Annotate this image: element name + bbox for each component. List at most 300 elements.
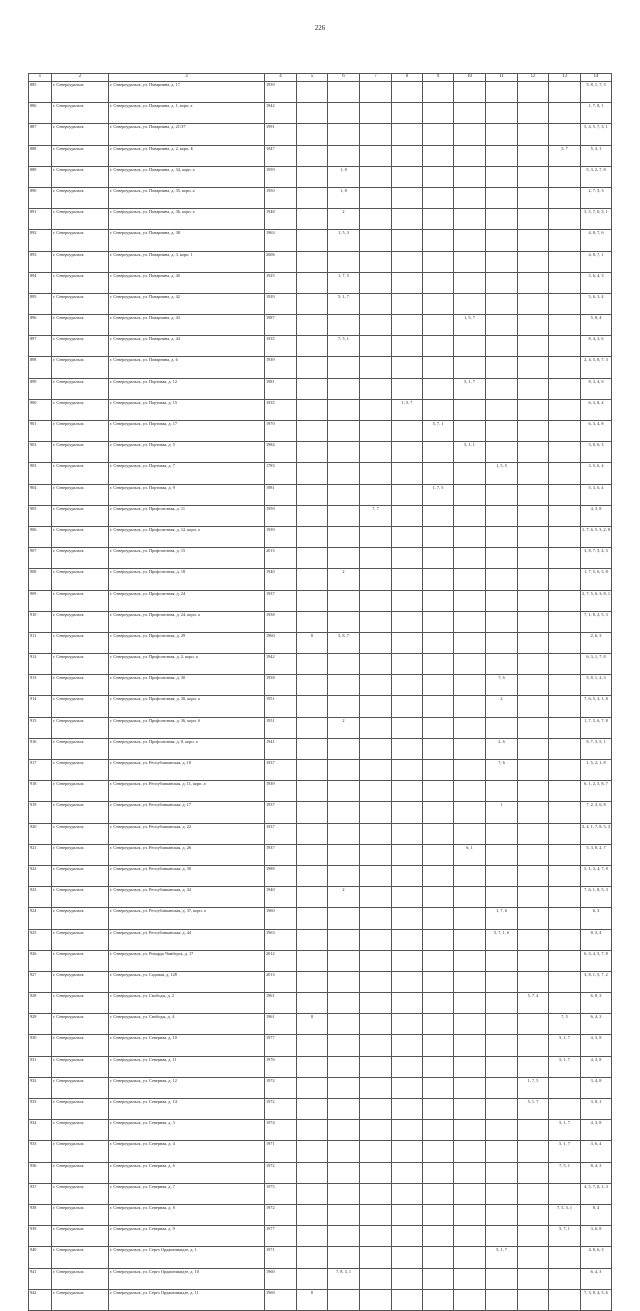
col5-cell <box>297 463 328 484</box>
city-cell: г. Североуральск <box>52 717 109 738</box>
col14-cell: 3, 6, 8 <box>581 1226 612 1247</box>
col14-cell: 4, 3, 8 <box>581 1035 612 1056</box>
col5-cell <box>297 166 328 187</box>
col12-cell <box>518 611 549 632</box>
col13-cell <box>549 865 581 886</box>
col11-cell <box>486 844 518 865</box>
column-header: 7 <box>360 74 392 82</box>
col10-cell <box>454 993 486 1014</box>
col12-cell <box>518 378 549 399</box>
city-cell: г. Североуральск <box>52 1268 109 1289</box>
city-cell: г. Североуральск <box>52 1014 109 1035</box>
col13-cell <box>549 611 581 632</box>
table-row <box>29 1226 612 1247</box>
col13-cell <box>549 357 581 378</box>
col10-cell <box>454 1141 486 1162</box>
col14-cell: 5, 3, 2, 7, 8 <box>581 166 612 187</box>
table-row <box>29 463 612 484</box>
col14-cell: 4, 3, 8 <box>581 505 612 526</box>
col10-cell <box>454 526 486 547</box>
address-cell: г. Североуральск, ул. Поварнина, д. 42 <box>109 293 265 314</box>
year-cell: 1937 <box>265 802 297 823</box>
table-row <box>29 865 612 886</box>
table-row <box>29 484 612 505</box>
col10-cell <box>454 463 486 484</box>
col11-cell <box>486 548 518 569</box>
col13-cell <box>549 738 581 759</box>
city-cell: г. Североуральск <box>52 505 109 526</box>
year-cell: 1972 <box>265 1162 297 1183</box>
col7-cell <box>360 187 392 208</box>
address-cell: г. Североуральск, ул. Поварнина, д. 34, корп. а <box>109 166 265 187</box>
col5-cell <box>297 103 328 124</box>
col6-cell <box>328 675 360 696</box>
col8-cell <box>392 823 423 844</box>
col13-cell <box>549 548 581 569</box>
col13-cell <box>549 484 581 505</box>
col14-cell: 5, 8, 1, 7, 3 <box>581 82 612 103</box>
col7-cell <box>360 908 392 929</box>
col8-cell <box>392 378 423 399</box>
address-cell: г. Североуральск, ул. Северная, д. 7 <box>109 1183 265 1204</box>
col9-cell <box>423 1183 454 1204</box>
col6-cell <box>328 950 360 971</box>
column-header: 11 <box>486 74 518 82</box>
address-cell: г. Североуральск, ул. Профсоюзная, д. 24, корп. а <box>109 611 265 632</box>
col11-cell <box>486 632 518 653</box>
col6-cell <box>328 378 360 399</box>
col14-cell: 1, 7, 6, 5, 3, 2, 8 <box>581 526 612 547</box>
year-cell: 1975 <box>265 1183 297 1204</box>
row-number-cell: 920 <box>29 823 52 844</box>
col11-cell <box>486 124 518 145</box>
col9-cell <box>423 272 454 293</box>
col11-cell: 1 <box>486 802 518 823</box>
col6-cell <box>328 505 360 526</box>
col8-cell <box>392 696 423 717</box>
col6-cell <box>328 1289 360 1310</box>
col9-cell <box>423 611 454 632</box>
col5-cell <box>297 209 328 230</box>
col9-cell <box>423 971 454 992</box>
address-cell: г. Североуральск, ул. Республиканская, д. 34 <box>109 887 265 908</box>
col7-cell <box>360 463 392 484</box>
col9-cell: 5, 7, 1 <box>423 421 454 442</box>
row-number-cell: 931 <box>29 1056 52 1077</box>
city-cell: г. Североуральск <box>52 696 109 717</box>
city-cell: г. Североуральск <box>52 463 109 484</box>
address-cell: г. Североуральск, ул. Поварнина, д. 44 <box>109 336 265 357</box>
col6-cell <box>328 611 360 632</box>
table-row <box>29 1247 612 1268</box>
city-cell: г. Североуральск <box>52 1099 109 1120</box>
address-cell: г. Североуральск, ул. Республиканская, д. 22 <box>109 823 265 844</box>
col13-cell <box>549 230 581 251</box>
col9-cell <box>423 1162 454 1183</box>
col9-cell <box>423 993 454 1014</box>
col12-cell <box>518 1141 549 1162</box>
col12-cell <box>518 548 549 569</box>
year-cell: 1937 <box>265 844 297 865</box>
col7-cell <box>360 865 392 886</box>
col11-cell <box>486 166 518 187</box>
col14-cell: 6, 3, 4, 8 <box>581 421 612 442</box>
col14-cell: 4, 8, 7, 6 <box>581 230 612 251</box>
col7-cell <box>360 781 392 802</box>
address-cell: г. Североуральск, ул. Свободы, д. 4 <box>109 1014 265 1035</box>
col11-cell <box>486 505 518 526</box>
col10-cell <box>454 187 486 208</box>
column-header: 6 <box>328 74 360 82</box>
col11-cell <box>486 865 518 886</box>
col8-cell <box>392 632 423 653</box>
table-row <box>29 611 612 632</box>
city-cell: г. Североуральск <box>52 1035 109 1056</box>
col11-cell <box>486 230 518 251</box>
col7-cell <box>360 378 392 399</box>
col8-cell <box>392 421 423 442</box>
address-cell: г. Североуральск, ул. Профсоюзная, д. 30 <box>109 675 265 696</box>
address-cell: г. Североуральск, ул. Портовая, д. 17 <box>109 421 265 442</box>
col10-cell <box>454 421 486 442</box>
col6-cell <box>328 1014 360 1035</box>
year-cell: 2006 <box>265 251 297 272</box>
col13-cell <box>549 1268 581 1289</box>
table-row <box>29 1035 612 1056</box>
table-row <box>29 1183 612 1204</box>
col6-cell <box>328 1077 360 1098</box>
col6-cell: 1, 8 <box>328 187 360 208</box>
col8-cell <box>392 1183 423 1204</box>
row-number-cell: 895 <box>29 293 52 314</box>
col8-cell <box>392 1268 423 1289</box>
col7-cell <box>360 442 392 463</box>
year-cell: 1935 <box>265 399 297 420</box>
col9-cell <box>423 1204 454 1225</box>
col5-cell <box>297 950 328 971</box>
col6-cell <box>328 399 360 420</box>
row-number-cell: 916 <box>29 738 52 759</box>
col6-cell: 2 <box>328 887 360 908</box>
table-row <box>29 1204 612 1225</box>
col6-cell <box>328 1204 360 1225</box>
col13-cell <box>549 632 581 653</box>
col13-cell: 7, 5, 1 <box>549 1162 581 1183</box>
col14-cell: 5, 3, 8, 2, 7 <box>581 844 612 865</box>
col7-cell <box>360 950 392 971</box>
address-cell: г. Североуральск, ул. Портовая, д. 12 <box>109 378 265 399</box>
col9-cell <box>423 1056 454 1077</box>
table-row <box>29 1077 612 1098</box>
col5-cell <box>297 336 328 357</box>
col9-cell <box>423 526 454 547</box>
col12-cell <box>518 908 549 929</box>
col13-cell <box>549 421 581 442</box>
address-cell: г. Североуральск, ул. Северная, д. 14 <box>109 1099 265 1120</box>
column-header: 1 <box>29 74 52 82</box>
year-cell: 1939 <box>265 293 297 314</box>
col11-cell <box>486 569 518 590</box>
address-cell: г. Североуральск, ул. Северная, д. 3 <box>109 1120 265 1141</box>
year-cell: 1947 <box>265 145 297 166</box>
col11-cell <box>486 209 518 230</box>
col7-cell <box>360 1077 392 1098</box>
col5-cell <box>297 526 328 547</box>
col11-cell: 5, 7, 1, 6 <box>486 929 518 950</box>
col8-cell <box>392 993 423 1014</box>
col6-cell: 5, 1, 7 <box>328 293 360 314</box>
col12-cell <box>518 421 549 442</box>
col7-cell <box>360 103 392 124</box>
col14-cell: 3, 8, 7, 5, 4, 3 <box>581 548 612 569</box>
year-cell: 1939 <box>265 357 297 378</box>
col12-cell <box>518 760 549 781</box>
col10-cell <box>454 336 486 357</box>
col9-cell <box>423 293 454 314</box>
col6-cell <box>328 908 360 929</box>
col10-cell <box>454 1077 486 1098</box>
col5-cell <box>297 1120 328 1141</box>
col9-cell <box>423 442 454 463</box>
row-number-cell: 891 <box>29 209 52 230</box>
col7-cell <box>360 1035 392 1056</box>
col12-cell <box>518 1204 549 1225</box>
city-cell: г. Североуральск <box>52 145 109 166</box>
address-cell: г. Североуральск, ул. Профсоюзная, д. 11 <box>109 505 265 526</box>
col12-cell <box>518 675 549 696</box>
row-number-cell: 896 <box>29 315 52 336</box>
row-number-cell: 933 <box>29 1099 52 1120</box>
col6-cell <box>328 823 360 844</box>
col10-cell: 6, 1 <box>454 844 486 865</box>
col13-cell <box>549 950 581 971</box>
col9-cell <box>423 865 454 886</box>
year-cell: 1950 <box>265 187 297 208</box>
col10-cell <box>454 971 486 992</box>
row-number-cell: 913 <box>29 675 52 696</box>
col12-cell <box>518 505 549 526</box>
table-row <box>29 760 612 781</box>
table-row <box>29 548 612 569</box>
address-cell: г. Североуральск, ул. Поварнина, д. 36, корп. а <box>109 209 265 230</box>
col14-cell: 5, 3, 6, 4 <box>581 484 612 505</box>
col5-cell <box>297 1204 328 1225</box>
address-cell: г. Североуральск, ул. Поварнина, д. 3, корп. 1 <box>109 251 265 272</box>
col14-cell: 6, 4, 3 <box>581 1268 612 1289</box>
col7-cell <box>360 717 392 738</box>
col14-cell: 2, 7, 5, 3 <box>581 187 612 208</box>
col5-cell <box>297 315 328 336</box>
col11-cell <box>486 1268 518 1289</box>
col8-cell <box>392 251 423 272</box>
city-cell: г. Североуральск <box>52 82 109 103</box>
col5-cell <box>297 293 328 314</box>
year-cell: 1970 <box>265 421 297 442</box>
col13-cell: 5, 7, 1 <box>549 1226 581 1247</box>
address-cell: г. Североуральск, ул. Профсоюзная, д. 24 <box>109 590 265 611</box>
col5-cell <box>297 738 328 759</box>
col14-cell: 6, 4, 3 <box>581 1014 612 1035</box>
col11-cell <box>486 526 518 547</box>
col13-cell <box>549 929 581 950</box>
year-cell: 1963 <box>265 230 297 251</box>
row-number-cell: 889 <box>29 166 52 187</box>
table-row <box>29 590 612 611</box>
col10-cell: 1, 5, 7 <box>454 315 486 336</box>
col11-cell: 1, 5, 5 <box>486 463 518 484</box>
row-number-cell: 906 <box>29 526 52 547</box>
row-number-cell: 942 <box>29 1289 52 1310</box>
col14-cell: 4, 8, 7, 1 <box>581 251 612 272</box>
row-number-cell: 937 <box>29 1183 52 1204</box>
table-row <box>29 82 612 103</box>
table-row <box>29 675 612 696</box>
row-number-cell: 902 <box>29 442 52 463</box>
col7-cell <box>360 993 392 1014</box>
col11-cell: 2 <box>486 696 518 717</box>
col7-cell <box>360 696 392 717</box>
col14-cell: 8, 3, 4 <box>581 929 612 950</box>
col7-cell <box>360 357 392 378</box>
col10-cell <box>454 1120 486 1141</box>
col11-cell <box>486 82 518 103</box>
col8-cell <box>392 145 423 166</box>
col8-cell <box>392 675 423 696</box>
city-cell: г. Североуральск <box>52 293 109 314</box>
year-cell: 1963 <box>265 929 297 950</box>
col12-cell <box>518 484 549 505</box>
col8-cell <box>392 781 423 802</box>
col9-cell <box>423 315 454 336</box>
col5-cell <box>297 82 328 103</box>
col6-cell <box>328 1247 360 1268</box>
col14-cell: 6, 3, 4, 5, 7, 8 <box>581 950 612 971</box>
col8-cell <box>392 505 423 526</box>
col8-cell <box>392 590 423 611</box>
city-cell: г. Североуральск <box>52 971 109 992</box>
col7-cell <box>360 654 392 675</box>
city-cell: г. Североуральск <box>52 823 109 844</box>
col6-cell <box>328 802 360 823</box>
table-row <box>29 1162 612 1183</box>
col9-cell <box>423 590 454 611</box>
col13-cell <box>549 1289 581 1310</box>
row-number-cell: 940 <box>29 1247 52 1268</box>
col12-cell <box>518 187 549 208</box>
address-cell: г. Североуральск, ул. Поварнина, д. 21/37 <box>109 124 265 145</box>
col5-cell <box>297 124 328 145</box>
year-cell: 1938 <box>265 611 297 632</box>
col10-cell <box>454 484 486 505</box>
col6-cell: 7, 8, 3, 1 <box>328 1268 360 1289</box>
col10-cell <box>454 590 486 611</box>
column-header: 12 <box>518 74 549 82</box>
address-cell: г. Североуральск, ул. Портовая, д. 5 <box>109 442 265 463</box>
col10-cell <box>454 1162 486 1183</box>
row-number-cell: 941 <box>29 1268 52 1289</box>
col11-cell: 7, 6 <box>486 760 518 781</box>
col12-cell <box>518 1035 549 1056</box>
year-cell: 1951 <box>265 717 297 738</box>
col7-cell <box>360 632 392 653</box>
col7-cell <box>360 590 392 611</box>
col13-cell <box>549 82 581 103</box>
col11-cell <box>486 1289 518 1310</box>
year-cell: 1939 <box>265 781 297 802</box>
col13-cell: 7, 5, 3, 1 <box>549 1204 581 1225</box>
col8-cell <box>392 1077 423 1098</box>
col7-cell <box>360 1183 392 1204</box>
col9-cell <box>423 717 454 738</box>
col5-cell <box>297 1099 328 1120</box>
col10-cell <box>454 505 486 526</box>
col14-cell: 4, 8, 6, 3 <box>581 1247 612 1268</box>
col11-cell <box>486 717 518 738</box>
col10-cell <box>454 802 486 823</box>
address-cell: г. Североуральск, ул. Северная, д. 8 <box>109 1204 265 1225</box>
col14-cell: 5, 1, 3, 4, 7, 8 <box>581 865 612 886</box>
address-cell: г. Североуральск, ул. Республиканская, д. 30 <box>109 865 265 886</box>
col10-cell <box>454 1247 486 1268</box>
address-cell: г. Североуральск, ул. Профсоюзная, д. 8, корп. а <box>109 738 265 759</box>
col6-cell <box>328 526 360 547</box>
col11-cell <box>486 1226 518 1247</box>
col5-cell <box>297 230 328 251</box>
col14-cell: 5, 6, 4, 3 <box>581 272 612 293</box>
col9-cell <box>423 336 454 357</box>
row-number-cell: 918 <box>29 781 52 802</box>
col11-cell <box>486 187 518 208</box>
col7-cell <box>360 738 392 759</box>
city-cell: г. Североуральск <box>52 421 109 442</box>
col5-cell <box>297 1268 328 1289</box>
col11-cell <box>486 272 518 293</box>
col10-cell <box>454 230 486 251</box>
col11-cell <box>486 442 518 463</box>
table-row <box>29 823 612 844</box>
city-cell: г. Североуральск <box>52 590 109 611</box>
address-cell: г. Североуральск, ул. Поварнина, д. 43 <box>109 315 265 336</box>
year-cell: 1981 <box>265 484 297 505</box>
address-cell: г. Североуральск, ул. Республиканская, д. 44 <box>109 929 265 950</box>
row-number-cell: 892 <box>29 230 52 251</box>
table-row <box>29 124 612 145</box>
col5-cell <box>297 378 328 399</box>
col10-cell <box>454 1099 486 1120</box>
col5-cell <box>297 145 328 166</box>
table-row <box>29 378 612 399</box>
row-number-cell: 885 <box>29 82 52 103</box>
col10-cell <box>454 738 486 759</box>
table-row <box>29 272 612 293</box>
col9-cell <box>423 632 454 653</box>
col5-cell <box>297 1077 328 1098</box>
col12-cell <box>518 1226 549 1247</box>
col6-cell <box>328 251 360 272</box>
col13-cell: 5, 1, 7 <box>549 1141 581 1162</box>
col14-cell: 6, 3, 1, 7, 8 <box>581 654 612 675</box>
city-cell: г. Североуральск <box>52 865 109 886</box>
col8-cell <box>392 929 423 950</box>
col7-cell <box>360 526 392 547</box>
col7-cell <box>360 251 392 272</box>
year-cell: 1937 <box>265 760 297 781</box>
city-cell: г. Североуральск <box>52 760 109 781</box>
row-number-cell: 898 <box>29 357 52 378</box>
year-cell: 1961 <box>265 993 297 1014</box>
table-row <box>29 357 612 378</box>
col10-cell <box>454 611 486 632</box>
